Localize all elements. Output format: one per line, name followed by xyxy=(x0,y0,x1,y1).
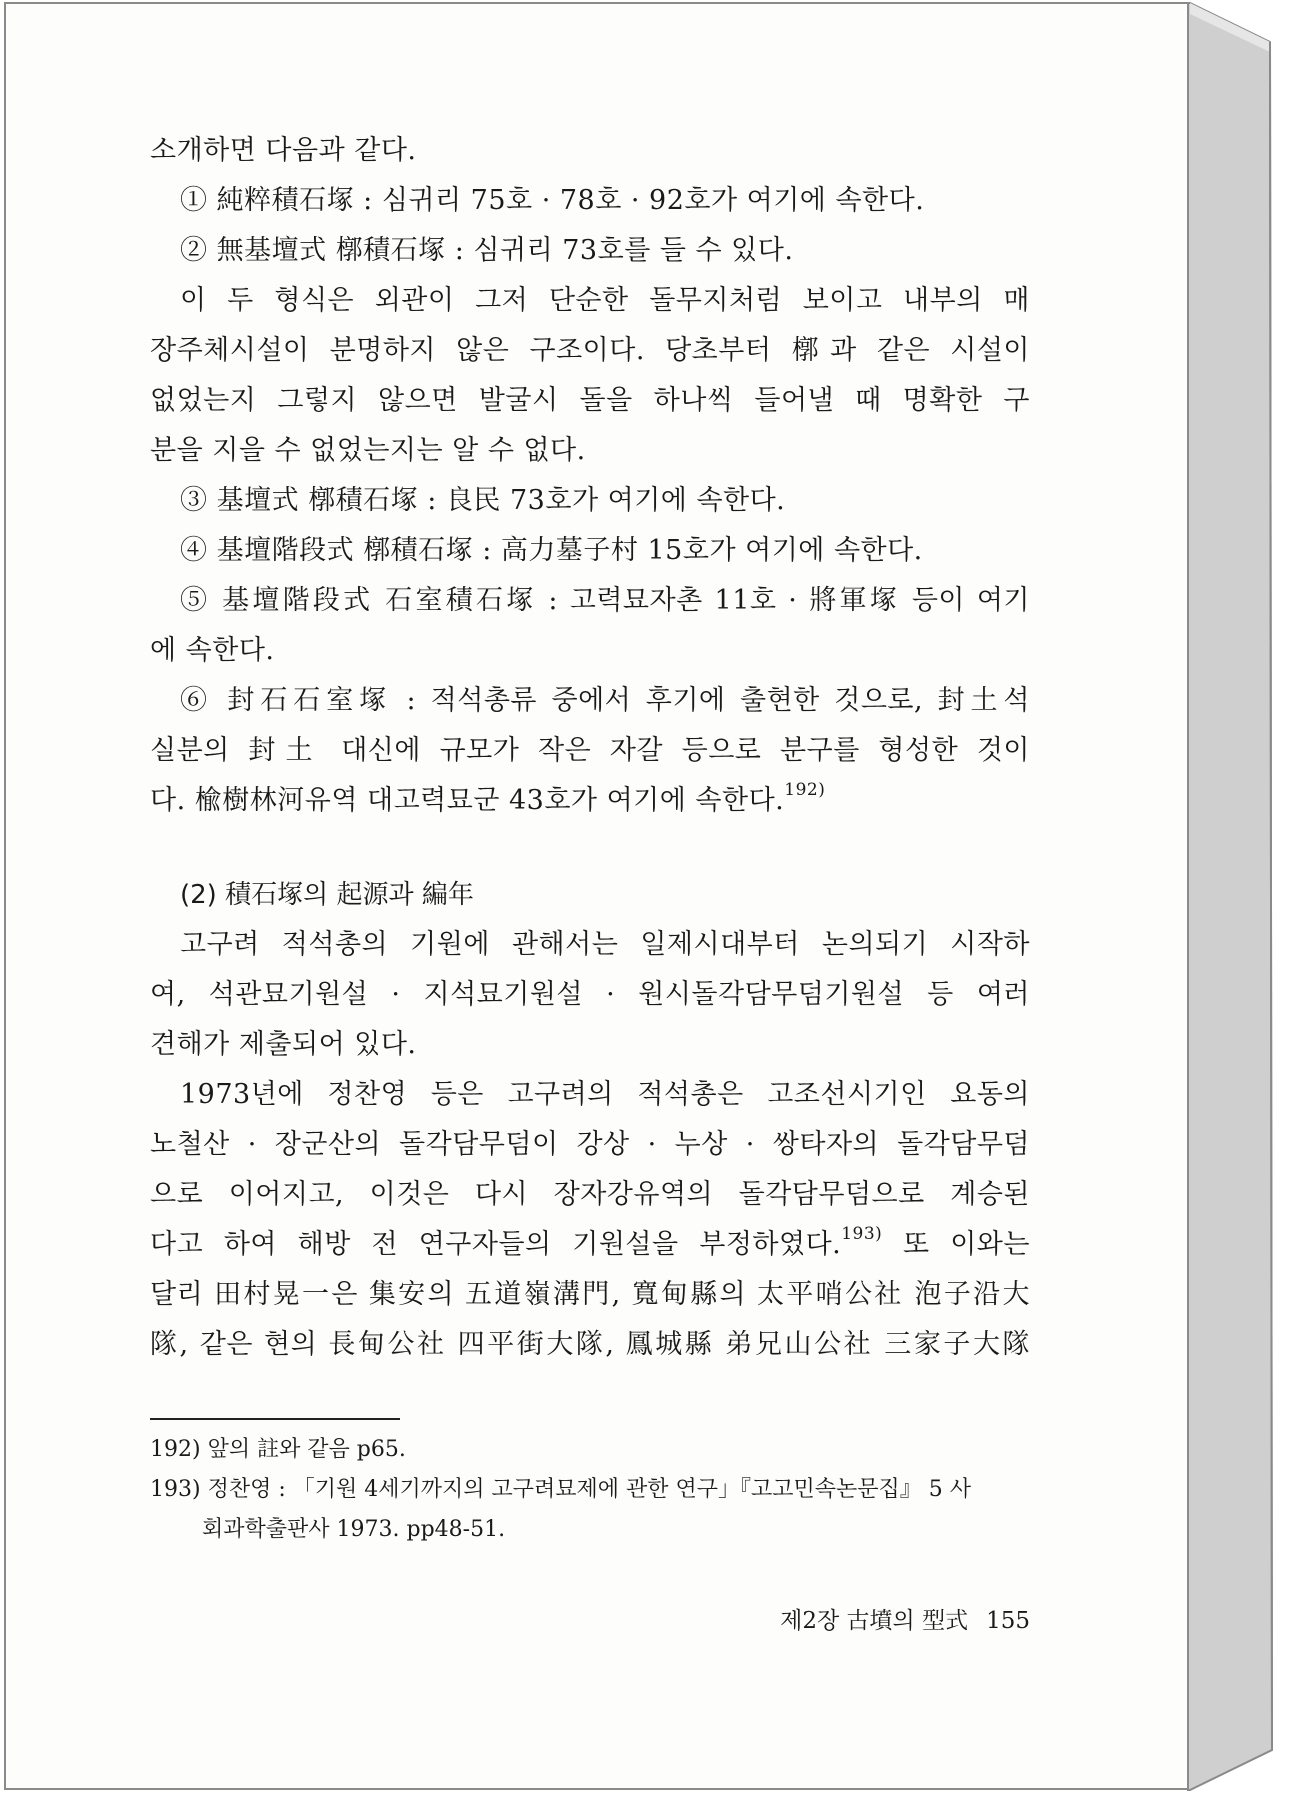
text-line: 실분의 封土 대신에 규모가 작은 자갈 등으로 분구를 형성한 것이 xyxy=(150,735,1030,766)
text-segment: 다. 楡樹林河유역 대고력묘군 43호가 여기에 속한다. xyxy=(150,785,785,816)
text-line: 장주체시설이 분명하지 않은 구조이다. 당초부터 槨과 같은 시설이 xyxy=(150,335,1030,366)
text-segment: 다고 하여 해방 전 연구자들의 기원설을 부정하였다. xyxy=(150,1229,842,1260)
list-item: ⑤ 基壇階段式 石室積石塚 : 고력묘자촌 11호 · 將軍塚 등이 여기 xyxy=(180,585,1030,616)
footnotes xyxy=(150,1430,1030,1550)
body-text xyxy=(150,126,1030,1370)
footnote: 193) 정찬영 : 「기원 4세기까지의 고구려묘제에 관한 연구」『고고민속논문집』 5 사 xyxy=(150,1477,971,1502)
text-line: 여, 석관묘기원설 · 지석묘기원설 · 원시돌각담무덤기원설 등 여러 xyxy=(150,979,1030,1010)
footnote-ref: 192) xyxy=(784,780,826,800)
text-line xyxy=(150,1220,1030,1270)
text-line: 노철산 · 장군산의 돌각담무덤이 강상 · 누상 · 쌍타자의 돌각담무덤 xyxy=(150,1129,1030,1160)
text-line: 달리 田村晃一은 集安의 五道嶺溝門, 寬甸縣의 太平哨公社 泡子沿大 xyxy=(150,1279,1030,1310)
section-heading: (2) 積石塚의 起源과 編年 xyxy=(180,880,474,910)
list-item: ⑥ 封石石室塚 : 적석총류 중에서 후기에 출현한 것으로, 封土석 xyxy=(180,685,1030,716)
footnote-ref: 193) xyxy=(841,1224,883,1244)
text-line: 에 속한다. xyxy=(150,635,275,666)
text-line: 견해가 제출되어 있다. xyxy=(150,1029,417,1060)
list-item: ④ 基壇階段式 槨積石塚 : 高力墓子村 15호가 여기에 속한다. xyxy=(180,535,923,566)
text-segment: 또 이와는 xyxy=(902,1229,1030,1260)
footnote: 192) 앞의 註와 같음 p65. xyxy=(150,1437,406,1462)
list-item: ③ 基壇式 槨積石塚 : 良民 73호가 여기에 속한다. xyxy=(180,485,786,516)
footnote-divider xyxy=(150,1418,400,1420)
section-gap xyxy=(150,826,1030,870)
text-line: 분을 지을 수 없었는지는 알 수 없다. xyxy=(150,435,586,466)
list-item: ① 純粹積石塚 : 심귀리 75호 · 78호 · 92호가 여기에 속한다. xyxy=(180,185,925,216)
list-item: ② 無基壇式 槨積石塚 : 심귀리 73호를 들 수 있다. xyxy=(180,235,794,266)
page-number: 155 xyxy=(986,1608,1030,1634)
text-line: 고구려 적석총의 기원에 관해서는 일제시대부터 논의되기 시작하 xyxy=(180,929,1030,960)
footnote: 회과학출판사 1973. pp48-51. xyxy=(202,1517,506,1542)
text-line: 隊, 같은 현의 長甸公社 四平街大隊, 鳳城縣 弟兄山公社 三家子大隊 xyxy=(150,1329,1030,1360)
text-line xyxy=(150,776,1030,826)
text-line: 이 두 형식은 외관이 그저 단순한 돌무지처럼 보이고 내부의 매 xyxy=(180,285,1030,316)
text-line: 으로 이어지고, 이것은 다시 장자강유역의 돌각담무덤으로 계승된 xyxy=(150,1179,1030,1210)
running-footer xyxy=(780,1602,1030,1635)
text-line: 없었는지 그렇지 않으면 발굴시 돌을 하나씩 들어낼 때 명확한 구 xyxy=(150,385,1030,416)
chapter-title: 제2장 古墳의 型式 xyxy=(780,1608,969,1634)
text-line: 소개하면 다음과 같다. xyxy=(150,135,417,166)
text-line: 1973년에 정찬영 등은 고구려의 적석총은 고조선시기인 요동의 xyxy=(180,1079,1030,1110)
